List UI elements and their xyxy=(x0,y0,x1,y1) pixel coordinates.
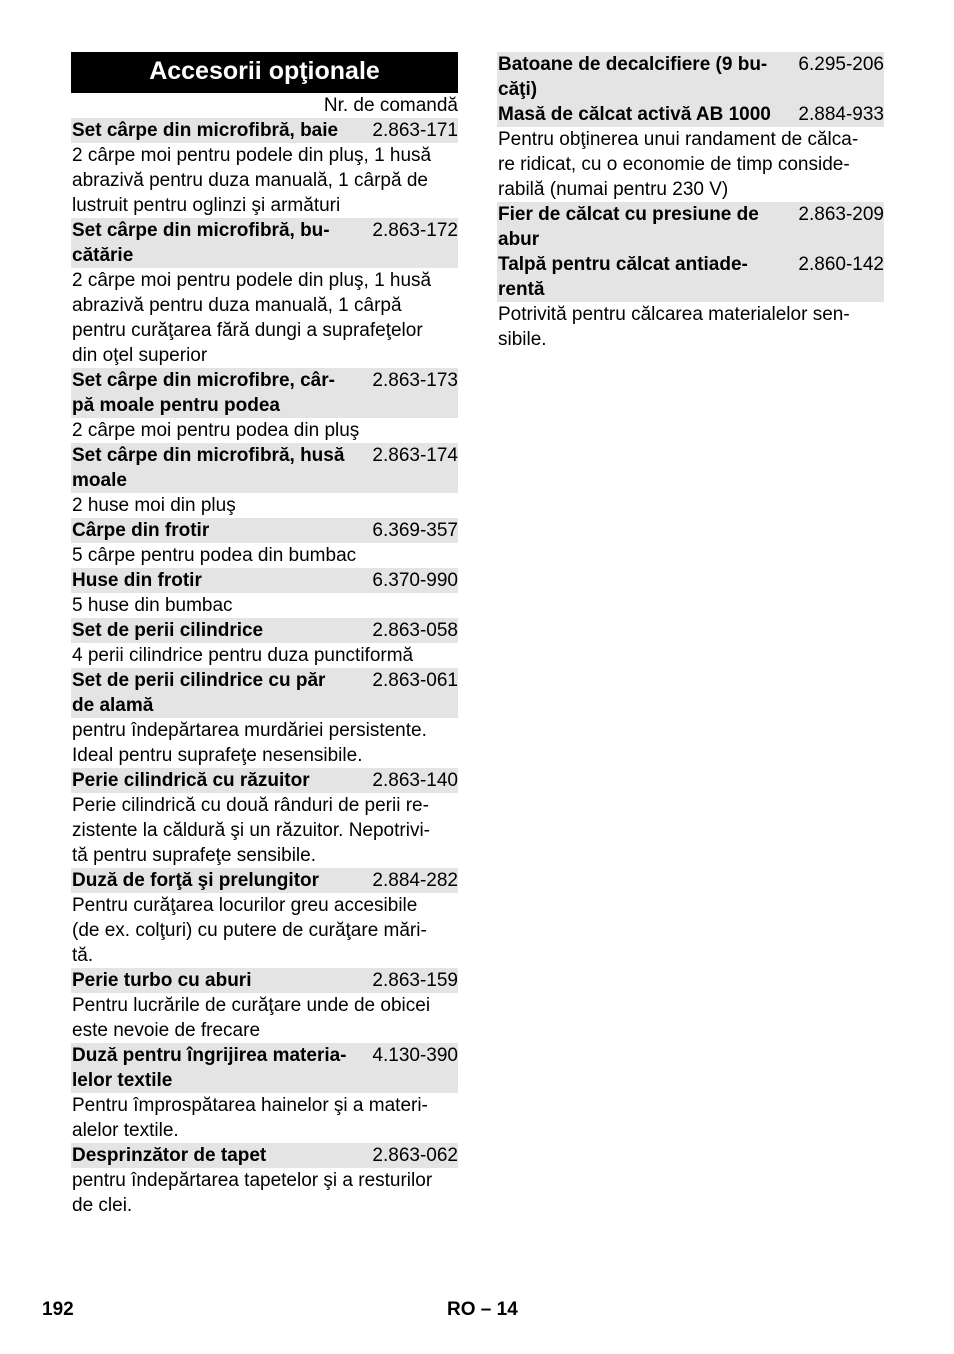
description-line: 5 huse din bumbac xyxy=(72,595,233,616)
accessory-row xyxy=(71,118,458,143)
accessory-name xyxy=(71,118,368,143)
accessory-name xyxy=(71,618,368,643)
accessory-name xyxy=(497,52,794,102)
description-line: de clei. xyxy=(72,1195,133,1216)
accessory-name xyxy=(71,568,368,593)
accessory-name-line: Perie turbo cu aburi xyxy=(72,970,252,991)
accessory-name-line: Set cârpe din microfibră, baie xyxy=(72,120,339,141)
order-number: 2.863-172 xyxy=(372,220,458,241)
description-line: pentru curăţarea fără dungi a suprafeţelor xyxy=(72,320,423,341)
description-line: (de ex. colţuri) cu putere de curăţare mări- xyxy=(72,920,427,941)
accessory-row xyxy=(71,443,458,493)
description-line: sibile. xyxy=(498,329,547,350)
accessory-name-line: Perie cilindrică cu răzuitor xyxy=(72,770,310,791)
accessory-description xyxy=(71,893,458,968)
accessory-row xyxy=(71,768,458,793)
accessory-name xyxy=(71,1043,368,1093)
description-line: 5 cârpe pentru podea din bumbac xyxy=(72,545,357,566)
accessory-name-line: de alamă xyxy=(72,695,154,716)
accessory-description xyxy=(497,127,884,202)
accessory-name-line: Duză de forţă şi prelungitor xyxy=(72,870,320,891)
section-page-ref: RO – 14 xyxy=(447,1299,518,1320)
description-line: 2 cârpe moi pentru podea din pluş xyxy=(72,420,360,441)
accessory-name-line: Desprinzător de tapet xyxy=(72,1145,267,1166)
order-number: 6.295-206 xyxy=(798,54,884,75)
order-number: 2.863-209 xyxy=(798,204,884,225)
accessory-name-line: cătărie xyxy=(72,245,134,266)
order-number: 2.863-159 xyxy=(372,970,458,991)
accessory-name xyxy=(71,1143,368,1168)
description-line: tă. xyxy=(72,945,94,966)
description-line: abrazivă pentru duza manuală, 1 cârpă xyxy=(72,295,402,316)
accessory-description xyxy=(71,1093,458,1143)
accessory-name-line: Set cârpe din microfibră, husă xyxy=(72,445,345,466)
description-line: din oţel superior xyxy=(72,345,208,366)
accessory-description xyxy=(71,593,458,618)
accessory-name-line: pă moale pentru podea xyxy=(72,395,280,416)
description-line: tă pentru suprafeţe sensibile. xyxy=(72,845,316,866)
accessory-description xyxy=(71,543,458,568)
order-number: 2.863-174 xyxy=(372,445,458,466)
page-number: 192 xyxy=(42,1299,74,1320)
accessory-name-line: Set cârpe din microfibră, bu- xyxy=(72,220,330,241)
accessory-row xyxy=(71,568,458,593)
accessory-name-line: Batoane de decalcifiere (9 bu- xyxy=(498,54,768,75)
order-number: 2.863-062 xyxy=(372,1145,458,1166)
order-number-header: Nr. de comandă xyxy=(323,95,458,116)
description-line: 2 cârpe moi pentru podele din pluş, 1 husă xyxy=(72,270,432,291)
order-number: 2.863-140 xyxy=(372,770,458,791)
description-line: Potrivită pentru călcarea materialelor sen- xyxy=(498,304,850,325)
accessory-name-line: Set cârpe din microfibre, câr- xyxy=(72,370,335,391)
order-number: 6.369-357 xyxy=(372,520,458,541)
accessory-description xyxy=(71,718,458,768)
accessory-name-line: moale xyxy=(72,470,127,491)
description-line: rabilă (numai pentru 230 V) xyxy=(498,179,729,200)
accessory-description xyxy=(71,143,458,218)
accessory-name-line: Duză pentru îngrijirea materia- xyxy=(72,1045,347,1066)
description-line: pentru îndepărtarea murdăriei persistente. xyxy=(72,720,427,741)
accessory-row xyxy=(71,368,458,418)
accessory-description xyxy=(71,643,458,668)
accessory-name xyxy=(71,443,368,493)
accessory-list-right xyxy=(497,52,884,352)
accessory-row xyxy=(71,868,458,893)
accessory-row xyxy=(497,202,884,252)
accessory-row xyxy=(71,618,458,643)
accessory-name-line: Cârpe din frotir xyxy=(72,520,210,541)
description-line: lustruit pentru oglinzi şi armături xyxy=(72,195,341,216)
accessory-description xyxy=(71,1168,458,1218)
right-column xyxy=(497,52,884,352)
accessory-row xyxy=(71,1143,458,1168)
accessory-name xyxy=(497,252,794,302)
accessory-row xyxy=(497,52,884,102)
accessory-name-line: abur xyxy=(498,229,540,250)
accessory-row xyxy=(71,518,458,543)
order-number: 4.130-390 xyxy=(372,1045,458,1066)
accessory-name xyxy=(71,968,368,993)
accessory-name xyxy=(71,368,368,418)
description-line: 4 perii cilindrice pentru duza punctiformă xyxy=(72,645,414,666)
description-line: Ideal pentru suprafeţe nesensibile. xyxy=(72,745,363,766)
accessory-row xyxy=(71,218,458,268)
accessory-name xyxy=(71,518,368,543)
description-line: re ridicat, cu o economie de timp conside- xyxy=(498,154,850,175)
accessory-name xyxy=(71,218,368,268)
order-number: 2.884-282 xyxy=(372,870,458,891)
accessory-name-line: Masă de călcat activă AB 1000 xyxy=(498,104,771,125)
accessory-name-line: rentă xyxy=(498,279,545,300)
accessory-description xyxy=(71,793,458,868)
accessory-name-line: Huse din frotir xyxy=(72,570,202,591)
description-line: Perie cilindrică cu două rânduri de perii re- xyxy=(72,795,429,816)
description-line: este nevoie de frecare xyxy=(72,1020,261,1041)
description-line: zistente la căldură şi un răzuitor. Nepotrivi- xyxy=(72,820,430,841)
description-line: pentru îndepărtarea tapetelor şi a resturilor xyxy=(72,1170,433,1191)
accessory-description xyxy=(71,418,458,443)
accessory-name xyxy=(497,202,794,252)
accessory-row xyxy=(71,1043,458,1093)
accessory-name-line: Talpă pentru călcat antiade- xyxy=(498,254,748,275)
accessory-name-line: Set de perii cilindrice cu păr xyxy=(72,670,326,691)
accessory-name xyxy=(71,768,368,793)
order-number: 2.863-058 xyxy=(372,620,458,641)
accessory-list-left xyxy=(71,118,458,1218)
accessory-description xyxy=(71,993,458,1043)
description-line: Pentru obţinerea unui randament de călca- xyxy=(498,129,859,150)
accessory-name-line: Set de perii cilindrice xyxy=(72,620,264,641)
accessory-row xyxy=(71,968,458,993)
accessory-name xyxy=(71,868,368,893)
accessory-description xyxy=(71,493,458,518)
accessory-description xyxy=(71,268,458,368)
description-line: 2 cârpe moi pentru podele din pluş, 1 husă xyxy=(72,145,432,166)
description-line: 2 huse moi din pluş xyxy=(72,495,236,516)
accessory-name-line: Fier de călcat cu presiune de xyxy=(498,204,759,225)
description-line: Pentru împrospătarea hainelor şi a materi- xyxy=(72,1095,428,1116)
order-number: 2.860-142 xyxy=(798,254,884,275)
accessory-row xyxy=(71,668,458,718)
order-number: 2.884-933 xyxy=(798,104,884,125)
order-number: 2.863-061 xyxy=(372,670,458,691)
accessory-description xyxy=(497,302,884,352)
order-number: 2.863-171 xyxy=(372,120,458,141)
accessory-row xyxy=(497,252,884,302)
accessory-name xyxy=(497,102,794,127)
accessory-row xyxy=(497,102,884,127)
description-line: Pentru curăţarea locurilor greu accesibile xyxy=(72,895,418,916)
section-title: Accesorii opţionale xyxy=(71,52,458,93)
description-line: alelor textile. xyxy=(72,1120,179,1141)
order-number: 2.863-173 xyxy=(372,370,458,391)
accessory-name-line: căţi) xyxy=(498,79,538,100)
accessory-name-line: lelor textile xyxy=(72,1070,173,1091)
accessory-name xyxy=(71,668,368,718)
order-number: 6.370-990 xyxy=(372,570,458,591)
description-line: Pentru lucrările de curăţare unde de obicei xyxy=(72,995,431,1016)
left-column xyxy=(71,52,458,1218)
description-line: abrazivă pentru duza manuală, 1 cârpă de xyxy=(72,170,428,191)
